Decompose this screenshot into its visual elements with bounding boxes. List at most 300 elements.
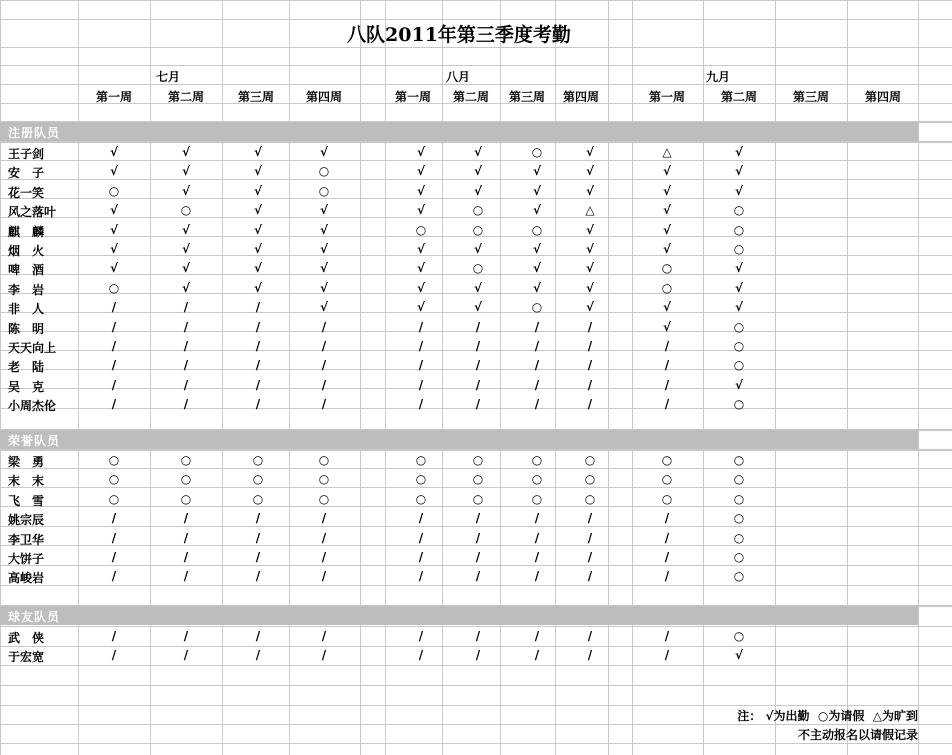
attendance-mark: √ [532,281,541,295]
attendance-mark: / [587,397,593,411]
attendance-mark: ○ [661,261,673,275]
member-name: 大饼子 [8,552,45,566]
attendance-mark: / [183,550,189,564]
grid-vline [385,0,386,755]
attendance-mark: △ [662,145,672,159]
attendance-mark: √ [109,164,118,178]
attendance-mark: √ [585,300,594,314]
attendance-mark: / [111,320,117,334]
attendance-mark: / [418,569,424,583]
grid-hline [0,705,952,706]
grid-hline [0,468,952,469]
attendance-mark: √ [585,164,594,178]
attendance-mark: △ [585,203,595,217]
grid-hline [0,526,952,527]
grid-hline [0,545,952,546]
grid-vline [442,0,443,755]
attendance-mark: / [255,648,261,662]
grid-hline [0,160,952,161]
legend-prefix: 注： [737,709,762,723]
attendance-mark: √ [319,203,328,217]
section-band [0,430,918,449]
grid-vline [0,0,1,755]
attendance-mark: ○ [108,492,120,506]
member-name: 武 侠 [8,631,45,645]
attendance-mark: / [321,569,327,583]
week-header: 第一周 [394,90,431,104]
attendance-mark: / [111,378,117,392]
grid-hline [0,450,952,451]
attendance-mark: √ [734,281,743,295]
attendance-mark: √ [416,300,425,314]
attendance-mark: ○ [108,453,120,467]
grid-vline [703,0,704,755]
attendance-mark: ○ [252,453,264,467]
attendance-mark: √ [734,184,743,198]
attendance-mark: / [321,550,327,564]
attendance-mark: / [255,629,261,643]
attendance-mark: / [587,629,593,643]
attendance-mark: / [418,531,424,545]
attendance-mark: √ [416,184,425,198]
attendance-mark: ○ [472,223,484,237]
attendance-mark: / [534,629,540,643]
attendance-mark: / [587,569,593,583]
attendance-mark: √ [662,242,671,256]
member-name: 花一笑 [8,186,45,200]
attendance-mark: √ [585,261,594,275]
attendance-mark: √ [109,145,118,159]
legend-absent-symbol: △ [872,709,882,723]
grid-hline [0,665,952,666]
attendance-mark: √ [181,164,190,178]
attendance-mark: √ [319,242,328,256]
attendance-mark: / [587,550,593,564]
attendance-mark: ○ [415,492,427,506]
week-header: 第二周 [452,90,489,104]
attendance-mark: √ [734,300,743,314]
attendance-mark: / [255,511,261,525]
attendance-mark: / [255,358,261,372]
attendance-mark: √ [662,300,671,314]
member-name: 李卫华 [8,533,45,547]
attendance-mark: √ [734,648,743,662]
attendance-mark: ○ [472,203,484,217]
attendance-mark: √ [585,223,594,237]
member-name: 啤 酒 [8,263,45,277]
week-header: 第三周 [792,90,829,104]
week-header: 第二周 [167,90,204,104]
attendance-mark: / [534,648,540,662]
grid-vline [555,0,556,755]
member-name: 非 人 [8,302,45,316]
grid-vline [78,0,79,755]
grid-vline [289,0,290,755]
attendance-mark: / [111,531,117,545]
member-name: 陈 明 [8,322,45,336]
legend-leave-label: 为请假 [828,709,865,723]
attendance-mark: ○ [180,453,192,467]
member-name: 麒 麟 [8,225,45,239]
attendance-mark: √ [416,281,425,295]
attendance-mark: / [587,320,593,334]
attendance-mark: / [475,397,481,411]
attendance-mark: ○ [415,472,427,486]
attendance-mark: ○ [108,472,120,486]
grid-vline [608,0,609,755]
attendance-mark: / [475,531,481,545]
attendance-mark: / [587,358,593,372]
attendance-mark: √ [473,164,482,178]
attendance-mark: ○ [733,320,745,334]
attendance-mark: ○ [415,223,427,237]
attendance-mark: √ [253,145,262,159]
grid-hline [0,506,952,507]
attendance-mark: ○ [531,453,543,467]
attendance-mark: / [255,550,261,564]
attendance-mark: / [534,550,540,564]
attendance-mark: / [255,569,261,583]
month-july: 七月 [155,70,180,84]
attendance-mark: / [255,378,261,392]
attendance-mark: / [475,358,481,372]
grid-vline [847,0,848,755]
grid-hline [0,743,952,744]
attendance-mark: √ [532,164,541,178]
attendance-mark: ○ [180,472,192,486]
attendance-mark: √ [253,261,262,275]
grid-hline [0,487,952,488]
week-header: 第四周 [305,90,342,104]
attendance-mark: / [534,358,540,372]
attendance-mark: / [111,397,117,411]
attendance-mark: ○ [733,550,745,564]
attendance-mark: √ [181,261,190,275]
member-name: 烟 火 [8,244,45,258]
attendance-mark: ○ [733,397,745,411]
attendance-mark: / [475,511,481,525]
attendance-mark: ○ [180,203,192,217]
attendance-mark: √ [585,184,594,198]
attendance-mark: √ [473,242,482,256]
attendance-mark: / [587,378,593,392]
grid-vline [500,0,501,755]
member-name: 老 陆 [8,360,45,374]
attendance-mark: / [587,531,593,545]
attendance-mark: ○ [108,184,120,198]
attendance-mark: ○ [252,492,264,506]
attendance-mark: / [183,397,189,411]
member-name: 小周杰伦 [8,399,57,413]
attendance-mark: / [183,339,189,353]
attendance-mark: ○ [733,203,745,217]
grid-hline [0,0,952,1]
attendance-mark: / [534,339,540,353]
attendance-mark: / [183,569,189,583]
member-name: 高峻岩 [8,571,45,585]
attendance-mark: ○ [733,472,745,486]
attendance-mark: / [183,629,189,643]
grid-hline [0,65,952,66]
week-header: 第四周 [864,90,901,104]
attendance-mark: ○ [318,164,330,178]
attendance-mark: √ [253,242,262,256]
attendance-mark: / [418,378,424,392]
member-name: 梁 勇 [8,455,45,469]
attendance-mark: ○ [415,453,427,467]
attendance-mark: / [183,320,189,334]
legend-absent-label: 为旷到 [881,709,918,723]
attendance-mark: ○ [733,453,745,467]
attendance-mark: ○ [108,281,120,295]
attendance-mark: ○ [661,492,673,506]
attendance-mark: ○ [531,300,543,314]
attendance-mark: / [321,648,327,662]
attendance-mark: ○ [733,242,745,256]
attendance-mark: √ [473,281,482,295]
attendance-mark: √ [532,203,541,217]
attendance-mark: ○ [531,145,543,159]
attendance-mark: / [255,320,261,334]
attendance-mark: √ [253,203,262,217]
attendance-mark: / [418,397,424,411]
grid-hline [0,47,952,48]
attendance-mark: ○ [733,511,745,525]
attendance-mark: √ [253,164,262,178]
attendance-mark: / [183,531,189,545]
attendance-mark: / [111,629,117,643]
attendance-mark: ○ [584,492,596,506]
attendance-mark: / [418,550,424,564]
member-name: 末 末 [8,474,45,488]
attendance-mark: √ [416,164,425,178]
section-band [0,122,918,141]
legend-note: 不主动报名以请假记录 [797,728,918,742]
legend [737,707,918,724]
attendance-mark: / [255,339,261,353]
member-name: 于宏宽 [8,650,45,664]
grid-hline [0,685,952,686]
attendance-mark: / [183,378,189,392]
attendance-mark: / [664,569,670,583]
attendance-mark: / [111,648,117,662]
grid-hline [0,585,952,586]
attendance-mark: / [475,569,481,583]
month-september: 九月 [705,70,730,84]
section-label: 荣誉队员 [8,434,61,448]
attendance-mark: / [418,358,424,372]
attendance-mark: / [664,550,670,564]
attendance-mark: / [183,358,189,372]
grid-hline [0,724,952,725]
attendance-mark: √ [585,242,594,256]
attendance-mark: ○ [472,472,484,486]
attendance-mark: / [321,320,327,334]
attendance-mark: √ [109,203,118,217]
grid-hline [0,646,952,647]
attendance-mark: √ [181,281,190,295]
attendance-mark: √ [109,242,118,256]
attendance-mark: √ [532,261,541,275]
section-band [0,606,918,625]
attendance-mark: / [475,629,481,643]
member-name: 风之落叶 [8,205,57,219]
attendance-mark: ○ [318,472,330,486]
attendance-mark: ○ [661,453,673,467]
attendance-mark: / [475,339,481,353]
attendance-mark: √ [319,261,328,275]
attendance-mark: / [475,550,481,564]
grid-hline [0,198,952,199]
attendance-mark: √ [253,281,262,295]
attendance-mark: / [475,648,481,662]
attendance-mark: √ [662,164,671,178]
attendance-mark: ○ [661,281,673,295]
attendance-mark: / [321,397,327,411]
attendance-mark: / [664,358,670,372]
attendance-mark: / [664,511,670,525]
attendance-mark: √ [181,145,190,159]
attendance-mark: √ [473,145,482,159]
attendance-mark: ○ [252,472,264,486]
attendance-mark: / [255,300,261,314]
month-august: 八月 [445,70,470,84]
section-label: 注册队员 [8,126,61,140]
attendance-mark: √ [109,223,118,237]
grid-vline [632,0,633,755]
week-header: 第四周 [562,90,599,104]
attendance-mark: √ [662,184,671,198]
attendance-mark: / [534,531,540,545]
attendance-mark: / [664,339,670,353]
attendance-mark: / [587,511,593,525]
attendance-mark: / [321,358,327,372]
grid-hline [0,626,952,627]
attendance-mark: / [111,300,117,314]
attendance-mark: √ [319,223,328,237]
attendance-mark: / [321,531,327,545]
attendance-mark: / [255,397,261,411]
attendance-mark: √ [532,184,541,198]
attendance-mark: / [111,339,117,353]
attendance-mark: ○ [733,629,745,643]
attendance-mark: / [664,648,670,662]
attendance-mark: ○ [318,184,330,198]
attendance-mark: / [664,397,670,411]
attendance-mark: √ [109,261,118,275]
attendance-mark: ○ [472,261,484,275]
attendance-mark: / [111,511,117,525]
member-name: 李 岩 [8,283,45,297]
attendance-mark: ○ [531,492,543,506]
attendance-mark: / [183,511,189,525]
attendance-mark: / [534,511,540,525]
attendance-mark: ○ [733,492,745,506]
legend-present-symbol: √ [765,709,774,723]
grid-vline [222,0,223,755]
attendance-mark: ○ [531,472,543,486]
legend-present-label: 为出勤 [773,709,810,723]
grid-vline [150,0,151,755]
attendance-mark: √ [181,242,190,256]
grid-vline [360,0,361,755]
attendance-mark: ○ [733,358,745,372]
attendance-mark: √ [734,378,743,392]
attendance-mark: / [183,648,189,662]
attendance-mark: / [418,648,424,662]
attendance-mark: / [418,339,424,353]
attendance-mark: √ [181,184,190,198]
attendance-mark: ○ [472,492,484,506]
attendance-mark: / [664,378,670,392]
member-name: 王子剑 [8,147,45,161]
attendance-mark: √ [319,281,328,295]
attendance-mark: / [255,531,261,545]
attendance-mark: / [475,320,481,334]
member-name: 安 子 [8,166,45,180]
attendance-mark: ○ [318,453,330,467]
attendance-mark: √ [585,145,594,159]
attendance-mark: ○ [531,223,543,237]
attendance-mark: √ [181,223,190,237]
grid-hline [0,217,952,218]
section-label: 球友队员 [8,610,61,624]
week-header: 第三周 [237,90,274,104]
member-name: 吴 克 [8,380,45,394]
attendance-mark: √ [473,300,482,314]
attendance-mark: ○ [472,453,484,467]
attendance-mark: / [111,569,117,583]
attendance-mark: √ [585,281,594,295]
grid-hline [0,179,952,180]
attendance-mark: √ [662,203,671,217]
week-header: 第二周 [720,90,757,104]
attendance-mark: / [587,648,593,662]
attendance-mark: √ [734,164,743,178]
attendance-mark: √ [319,145,328,159]
attendance-mark: √ [416,203,425,217]
attendance-mark: √ [662,320,671,334]
attendance-mark: / [534,320,540,334]
attendance-mark: √ [734,261,743,275]
attendance-mark: √ [662,223,671,237]
attendance-mark: √ [253,223,262,237]
attendance-mark: / [321,378,327,392]
attendance-mark: / [534,378,540,392]
attendance-mark: / [111,358,117,372]
attendance-mark: ○ [584,472,596,486]
attendance-mark: / [534,569,540,583]
member-name: 飞 雪 [8,494,45,508]
attendance-mark: / [664,531,670,545]
attendance-mark: / [534,397,540,411]
week-header: 第一周 [648,90,685,104]
attendance-mark: / [475,378,481,392]
attendance-mark: ○ [733,531,745,545]
attendance-mark: / [418,511,424,525]
sheet-title: 八队2011年第三季度考勤 [347,24,571,46]
attendance-mark: ○ [733,569,745,583]
legend-leave-symbol: ○ [817,709,829,723]
attendance-mark: / [183,300,189,314]
attendance-mark: / [321,629,327,643]
week-header: 第一周 [95,90,132,104]
week-header: 第三周 [508,90,545,104]
attendance-mark: ○ [584,453,596,467]
grid-vline [918,0,919,755]
attendance-mark: / [321,511,327,525]
attendance-mark: √ [734,145,743,159]
